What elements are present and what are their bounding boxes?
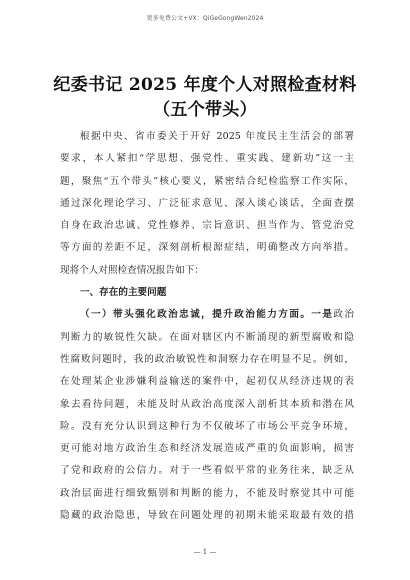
body-line: 性腐败问题时，我的政治敏锐性和洞察力存在明显不足。例如， (60, 353, 354, 365)
subsection-title: （一）带头强化政治忠诚，提升政治能力方面。 (80, 309, 312, 321)
body-line: 更可能对地方政治生态和经济发展造成严重的负面影响，损害 (60, 443, 354, 455)
body-line: 政治层面进行细致甄别和判断的能力，不能及时察觉其中可能 (60, 487, 354, 499)
intro-line: 现将个人对照检查情况报告如下： (60, 264, 204, 276)
document-subtitle: （五个带头） (153, 100, 257, 120)
body-line: 判断力的敏锐性欠缺。在面对辖区内不断涌现的新型腐败和隐 (60, 331, 354, 343)
first-point-tail: 政治 (333, 309, 354, 321)
intro-line: 自身在政治忠诚、党性修养、宗旨意识、担当作为、管党治党 (60, 220, 354, 232)
body-line: 象去看待问题，未能及时从政治高度深入剖析其本质和潜在风 (60, 398, 354, 410)
intro-line: 要求，本人紧扣“学思想、强党性、重实践、建新功”这一主 (60, 153, 354, 165)
body-line: 险。没有充分认识到这种行为不仅破坏了市场公平竞争环境， (60, 420, 354, 432)
section-heading: 一、存在的主要问题 (80, 287, 167, 299)
document-body (60, 126, 354, 527)
body-line: 在处理某企业涉嫌利益输送的案件中，起初仅从经济违规的表 (60, 376, 354, 388)
intro-line: 通过深化理论学习、广泛征求意见、深入谈心谈话，全面查摆 (60, 197, 354, 209)
page-number: — 1 — (193, 548, 217, 556)
first-point-label: 一是 (311, 309, 334, 321)
subsection-line (60, 304, 354, 326)
intro-line: 等方面的差距不足，深刻剖析根源症结，明确整改方向举措。 (60, 242, 354, 254)
body-line: 隐藏的政治隐患，导致在问题处理的初期未能采取最有效的措 (60, 510, 354, 522)
document-title: 纪委书记 2025 年度个人对照检查材料 (53, 75, 357, 95)
intro-line: 题，聚焦“五个带头”核心要义，紧密结合纪检监察工作实际， (60, 175, 354, 187)
body-line: 了党和政府的公信力。对于一些看似平常的业务往来，缺乏从 (60, 465, 354, 477)
watermark-text: 更多免费公文+VX：QiGeGongWen2024 (146, 15, 264, 22)
intro-line: 根据中央、省市委关于开好 2025 年度民主生活会的部署 (80, 131, 354, 142)
